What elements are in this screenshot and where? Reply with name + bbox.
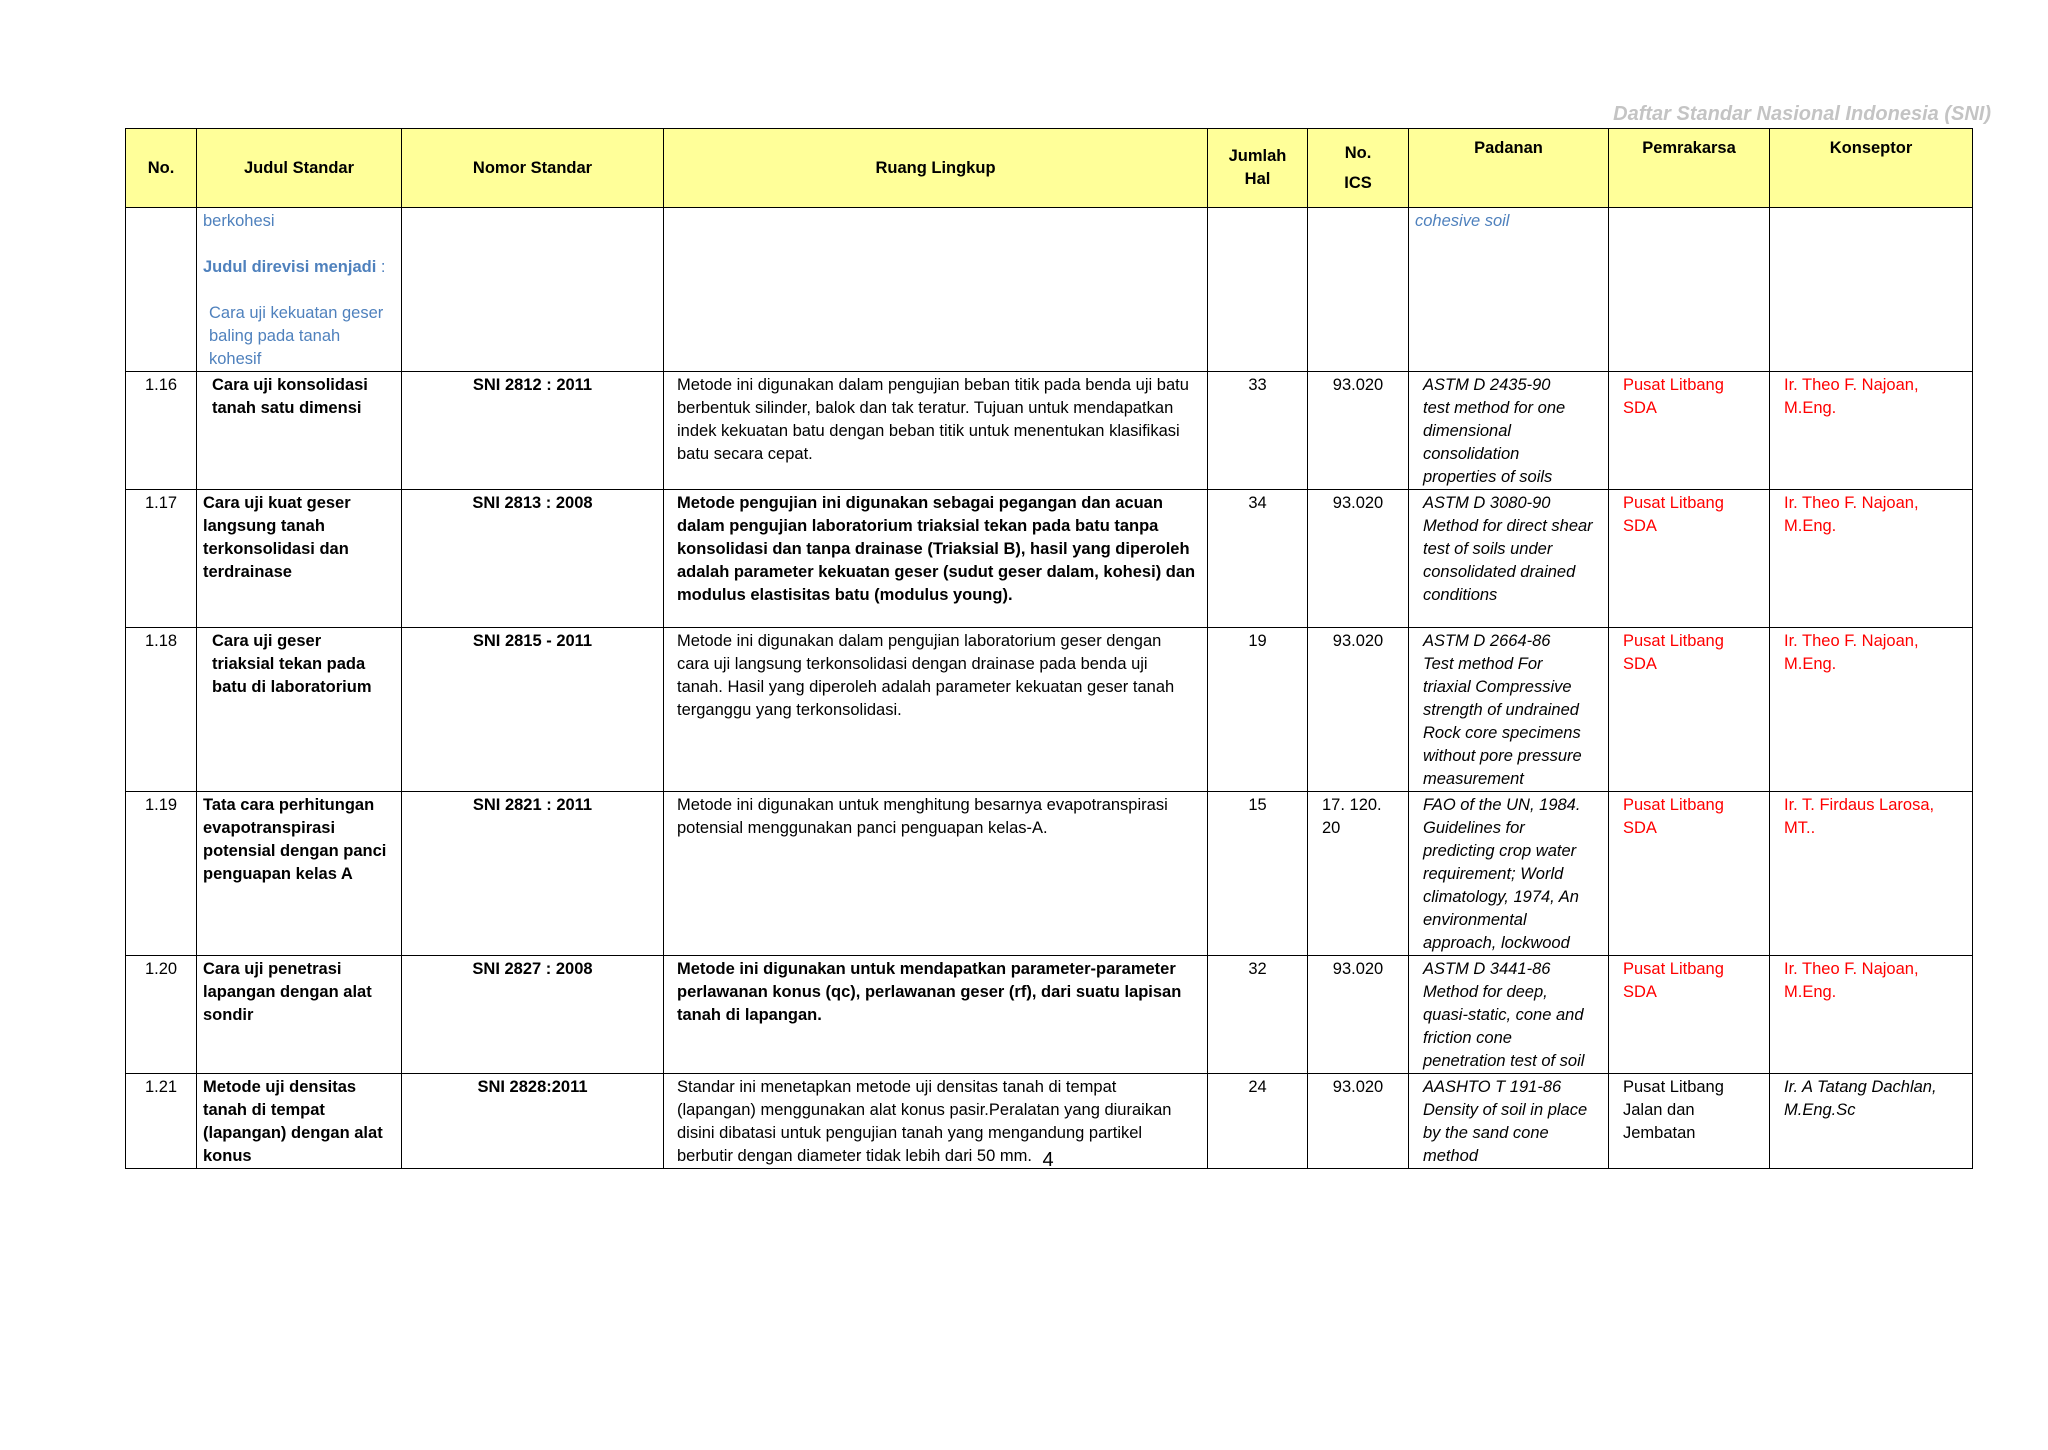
- nomor-standar: SNI 2821 : 2011: [472, 796, 593, 814]
- padanan-line: without pore pressure: [1423, 747, 1582, 765]
- ics-line: 93.020: [1332, 1078, 1384, 1096]
- ruang-line: tanah di lapangan.: [677, 1006, 822, 1024]
- table-row: [126, 372, 1973, 490]
- padanan-line: consolidated drained: [1423, 563, 1576, 581]
- sni-table: [125, 128, 1973, 1169]
- cell-judul: [197, 208, 402, 372]
- padanan-line: test method for one: [1423, 399, 1566, 417]
- pemrakarsa-line: SDA: [1623, 983, 1657, 1001]
- ruang-line: perlawanan konus (qc), perlawanan geser (rf), dari suatu lapisan: [677, 983, 1182, 1001]
- row-number: 1.17: [144, 494, 178, 512]
- padanan-line: environmental: [1423, 911, 1527, 929]
- ruang-line: Metode ini digunakan untuk mendapatkan parameter-parameter: [677, 960, 1176, 978]
- pemrakarsa-line: Pusat Litbang: [1623, 632, 1724, 650]
- padanan-line: Method for direct shear: [1423, 517, 1593, 535]
- padanan-line: quasi-static, cone and: [1423, 1006, 1584, 1024]
- jumlah-hal: 15: [1248, 796, 1267, 814]
- ruang-line: adalah parameter kekuatan geser (sudut geser dalam, kohesi) dan: [677, 563, 1196, 581]
- table-row: [126, 956, 1973, 1074]
- cell-no: [126, 208, 197, 372]
- ruang-line: batu secara cepat.: [677, 445, 813, 463]
- cell-pemrakarsa: [1609, 792, 1770, 956]
- cell-padanan: [1409, 792, 1609, 956]
- ics-line: 93.020: [1332, 960, 1384, 978]
- ruang-line: tanah. Hasil yang diperoleh adalah parameter kekuatan geser tanah: [677, 678, 1175, 696]
- nomor-standar: SNI 2828:2011: [477, 1078, 588, 1096]
- cell-pemrakarsa: [1609, 628, 1770, 792]
- col-header-hal: Hal: [1244, 170, 1271, 188]
- padanan-line: penetration test of soil: [1423, 1052, 1585, 1070]
- judul-line: Cara uji penetrasi: [203, 960, 342, 978]
- col-header-pemrakarsa: Pemrakarsa: [1609, 129, 1770, 208]
- padanan-line: ASTM D 2435-90: [1423, 376, 1551, 394]
- col-header-ruang-lingkup: Ruang Lingkup: [664, 129, 1208, 208]
- padanan-line: predicting crop water: [1423, 842, 1577, 860]
- pemrakarsa-line: SDA: [1623, 655, 1657, 673]
- padanan-line: strength of undrained: [1423, 701, 1579, 719]
- cell-nomor: [402, 208, 664, 372]
- jumlah-hal: 33: [1248, 376, 1267, 394]
- row-number: 1.20: [144, 960, 178, 978]
- judul-line: tanah satu dimensi: [212, 399, 362, 417]
- konseptor-line: M.Eng.Sc: [1784, 1101, 1856, 1119]
- judul-line: Cara uji konsolidasi: [212, 376, 368, 394]
- pemrakarsa-line: Pusat Litbang: [1623, 960, 1724, 978]
- document-title: Daftar Standar Nasional Indonesia (SNI): [1613, 103, 1991, 125]
- page-number: 4: [1042, 1149, 1054, 1171]
- padanan-line: triaxial Compressive: [1423, 678, 1572, 696]
- pemrakarsa-line: Pusat Litbang: [1623, 796, 1724, 814]
- col-header-padanan: Padanan: [1409, 129, 1609, 208]
- konseptor-line: Ir. Theo F. Najoan,: [1784, 376, 1919, 394]
- padanan-line: friction cone: [1423, 1029, 1512, 1047]
- revisi-label: Judul direvisi menjadi :: [203, 258, 386, 276]
- col-header-ics-no: No.: [1344, 144, 1372, 162]
- ruang-line: dalam pengujian laboratorium triaksial tekan pada batu tanpa: [677, 517, 1159, 535]
- padanan-line: dimensional: [1423, 422, 1512, 440]
- revisi-title-line: kohesif: [209, 350, 262, 368]
- cell-no: [126, 792, 197, 956]
- row-number: 1.19: [144, 796, 178, 814]
- padanan-line: Rock core specimens: [1423, 724, 1581, 742]
- cell-ruang: [664, 792, 1208, 956]
- konseptor-line: M.Eng.: [1784, 655, 1837, 673]
- cell-padanan: [1409, 956, 1609, 1074]
- cell-ruang: [664, 490, 1208, 628]
- nomor-standar: SNI 2812 : 2011: [472, 376, 593, 394]
- judul-line: batu di laboratorium: [212, 678, 372, 696]
- cell-pemrakarsa: [1609, 956, 1770, 1074]
- padanan-line: Test method For: [1423, 655, 1543, 673]
- cell-no: [126, 372, 197, 490]
- col-header-judul: Judul Standar: [197, 129, 402, 208]
- cell-jumlah: [1208, 956, 1308, 1074]
- padanan-line: Method for deep,: [1423, 983, 1548, 1001]
- cell-judul: [197, 372, 402, 490]
- konseptor-line: M.Eng.: [1784, 983, 1837, 1001]
- ics-line: 20: [1322, 819, 1341, 837]
- konseptor-line: Ir. Theo F. Najoan,: [1784, 632, 1919, 650]
- cell-ruang: [664, 372, 1208, 490]
- cell-ics: [1308, 372, 1409, 490]
- konseptor-line: Ir. A Tatang Dachlan,: [1784, 1078, 1937, 1096]
- konseptor-line: Ir. Theo F. Najoan,: [1784, 494, 1919, 512]
- konseptor-line: Ir. T. Firdaus Larosa,: [1784, 796, 1935, 814]
- cell-no: [126, 490, 197, 628]
- jumlah-hal: 19: [1248, 632, 1267, 650]
- ics-line: 17. 120.: [1322, 796, 1382, 814]
- cell-judul: [197, 628, 402, 792]
- cell-konseptor: [1770, 956, 1973, 1074]
- ruang-line: modulus elastisitas batu (modulus young).: [677, 586, 1013, 604]
- padanan-line: AASHTO T 191-86: [1423, 1078, 1562, 1096]
- padanan-line: ASTM D 3080-90: [1423, 494, 1551, 512]
- padanan-line: FAO of the UN, 1984.: [1423, 796, 1581, 814]
- ruang-line: Standar ini menetapkan metode uji densitas tanah di tempat: [677, 1078, 1117, 1096]
- cell-padanan: [1409, 628, 1609, 792]
- cell-pemrakarsa: [1609, 490, 1770, 628]
- cell-nomor: [402, 792, 664, 956]
- padanan-line: conditions: [1423, 586, 1498, 604]
- col-header-no: No.: [126, 129, 197, 208]
- ruang-line: cara uji langsung terkonsolidasi dengan drainase pada benda uji: [677, 655, 1148, 673]
- col-header-nomor: Nomor Standar: [402, 129, 664, 208]
- judul-line: penguapan kelas A: [203, 865, 353, 883]
- judul-line: Metode uji densitas: [203, 1078, 357, 1096]
- cell-pemrakarsa: [1609, 372, 1770, 490]
- cell-ruang: [664, 956, 1208, 1074]
- judul-line: Tata cara perhitungan: [203, 796, 375, 814]
- padanan-line: climatology, 1974, An: [1423, 888, 1579, 906]
- judul-tail: berkohesi: [203, 212, 275, 230]
- judul-line: evapotranspirasi: [203, 819, 336, 837]
- table-row: [126, 628, 1973, 792]
- konseptor-line: M.Eng.: [1784, 399, 1837, 417]
- cell-nomor: [402, 490, 664, 628]
- cell-konseptor: [1770, 628, 1973, 792]
- cell-konseptor: [1770, 490, 1973, 628]
- padanan-line: ASTM D 2664-86: [1423, 632, 1551, 650]
- cell-jumlah: [1208, 372, 1308, 490]
- row-number: 1.21: [144, 1078, 178, 1096]
- pemrakarsa-line: Pusat Litbang: [1623, 494, 1724, 512]
- col-header-ics: [1308, 129, 1409, 208]
- col-header-jumlah-hal: [1208, 129, 1308, 208]
- pemrakarsa-line: SDA: [1623, 517, 1657, 535]
- padanan-line: requirement; World: [1423, 865, 1564, 883]
- ruang-line: konsolidasi dan tanpa drainase (Triaksial B), hasil yang diperoleh: [677, 540, 1190, 558]
- revisi-title-line: Cara uji kekuatan geser: [209, 304, 384, 322]
- pemrakarsa-line: Jembatan: [1623, 1124, 1696, 1142]
- ruang-line: Metode ini digunakan untuk menghitung besarnya evapotranspirasi: [677, 796, 1168, 814]
- cell-nomor: [402, 628, 664, 792]
- padanan-line: approach, lockwood: [1423, 934, 1570, 952]
- cell-jumlah: [1208, 490, 1308, 628]
- cell-ruang: [664, 208, 1208, 372]
- ruang-line: berbentuk silinder, balok dan tak teratur. Tujuan untuk mendapatkan: [677, 399, 1174, 417]
- nomor-standar: SNI 2813 : 2008: [472, 494, 593, 512]
- pemrakarsa-line: Pusat Litbang: [1623, 376, 1724, 394]
- revisi-title-line: baling pada tanah: [209, 327, 341, 345]
- cell-no: [126, 956, 197, 1074]
- ics-line: 93.020: [1332, 376, 1384, 394]
- jumlah-hal: 24: [1248, 1078, 1267, 1096]
- jumlah-hal: 32: [1248, 960, 1267, 978]
- padanan-line: Density of soil in place: [1423, 1101, 1588, 1119]
- ruang-line: Metode ini digunakan dalam pengujian laboratorium geser dengan: [677, 632, 1162, 650]
- ruang-line: Metode pengujian ini digunakan sebagai pegangan dan acuan: [677, 494, 1163, 512]
- table-row-continued: [126, 208, 1973, 372]
- cell-no: [126, 628, 197, 792]
- ics-line: 93.020: [1332, 632, 1384, 650]
- padanan-line: measurement: [1423, 770, 1524, 788]
- ruang-line: indek kekuatan batu dengan beban titik untuk menentukan klasifikasi: [677, 422, 1180, 440]
- cell-nomor: [402, 372, 664, 490]
- pemrakarsa-line: Jalan dan: [1623, 1101, 1695, 1119]
- cell-konseptor: [1770, 372, 1973, 490]
- pemrakarsa-line: Pusat Litbang: [1623, 1078, 1724, 1096]
- col-header-konseptor: Konseptor: [1770, 129, 1973, 208]
- ruang-line: disini dibatasi untuk pengujian tanah yang mengandung partikel: [677, 1124, 1143, 1142]
- cell-judul: [197, 490, 402, 628]
- table-row: [126, 490, 1973, 628]
- table-row: [126, 792, 1973, 956]
- konseptor-line: M.Eng.: [1784, 517, 1837, 535]
- cell-jumlah: [1208, 208, 1308, 372]
- judul-line: Cara uji kuat geser: [203, 494, 351, 512]
- table-header-row: [126, 129, 1973, 208]
- cell-jumlah: [1208, 792, 1308, 956]
- row-number: 1.16: [144, 376, 178, 394]
- konseptor-line: MT..: [1784, 819, 1816, 837]
- ruang-line: berbutir dengan diameter tidak lebih dari 50 mm.: [677, 1147, 1032, 1165]
- judul-line: terkonsolidasi dan: [203, 540, 349, 558]
- cell-padanan: [1409, 372, 1609, 490]
- cell-nomor: [402, 956, 664, 1074]
- cell-jumlah: [1208, 628, 1308, 792]
- cell-konseptor: [1770, 208, 1973, 372]
- cell-pemrakarsa: [1609, 208, 1770, 372]
- pemrakarsa-line: SDA: [1623, 819, 1657, 837]
- ruang-line: Metode ini digunakan dalam pengujian beban titik pada benda uji batu: [677, 376, 1189, 394]
- judul-line: Cara uji geser: [212, 632, 322, 650]
- ruang-line: terganggu yang terkonsolidasi.: [677, 701, 902, 719]
- padanan-line: by the sand cone: [1423, 1124, 1549, 1142]
- judul-line: sondir: [203, 1006, 254, 1024]
- judul-line: (lapangan) dengan alat: [203, 1124, 383, 1142]
- cell-padanan: [1409, 490, 1609, 628]
- row-number: 1.18: [144, 632, 178, 650]
- cell-ics: [1308, 956, 1409, 1074]
- cell-ics: [1308, 490, 1409, 628]
- padanan-line: test of soils under: [1423, 540, 1553, 558]
- ruang-line: (lapangan) menggunakan alat konus pasir.Peralatan yang diuraikan: [677, 1101, 1172, 1119]
- ruang-line: potensial menggunakan panci penguapan kelas-A.: [677, 819, 1048, 837]
- pemrakarsa-line: SDA: [1623, 399, 1657, 417]
- judul-line: lapangan dengan alat: [203, 983, 372, 1001]
- padanan-line: properties of soils: [1423, 468, 1553, 486]
- padanan-line: Guidelines for: [1423, 819, 1525, 837]
- nomor-standar: SNI 2827 : 2008: [472, 960, 593, 978]
- konseptor-line: Ir. Theo F. Najoan,: [1784, 960, 1919, 978]
- padanan-tail: cohesive soil: [1415, 212, 1510, 230]
- judul-line: terdrainase: [203, 563, 292, 581]
- padanan-line: consolidation: [1423, 445, 1520, 463]
- cell-ics: [1308, 208, 1409, 372]
- col-header-ics-label: ICS: [1344, 174, 1372, 192]
- judul-line: potensial dengan panci: [203, 842, 387, 860]
- cell-ics: [1308, 792, 1409, 956]
- judul-line: langsung tanah: [203, 517, 325, 535]
- judul-line: konus: [203, 1147, 252, 1165]
- judul-line: tanah di tempat: [203, 1101, 325, 1119]
- nomor-standar: SNI 2815 - 2011: [472, 632, 593, 650]
- ics-line: 93.020: [1332, 494, 1384, 512]
- cell-ics: [1308, 628, 1409, 792]
- cell-judul: [197, 792, 402, 956]
- cell-judul: [197, 956, 402, 1074]
- jumlah-hal: 34: [1248, 494, 1267, 512]
- judul-line: triaksial tekan pada: [212, 655, 366, 673]
- col-header-jumlah: Jumlah: [1228, 147, 1287, 165]
- padanan-line: ASTM D 3441-86: [1423, 960, 1551, 978]
- padanan-line: method: [1423, 1147, 1479, 1165]
- cell-padanan: [1409, 208, 1609, 372]
- cell-ruang: [664, 628, 1208, 792]
- cell-konseptor: [1770, 792, 1973, 956]
